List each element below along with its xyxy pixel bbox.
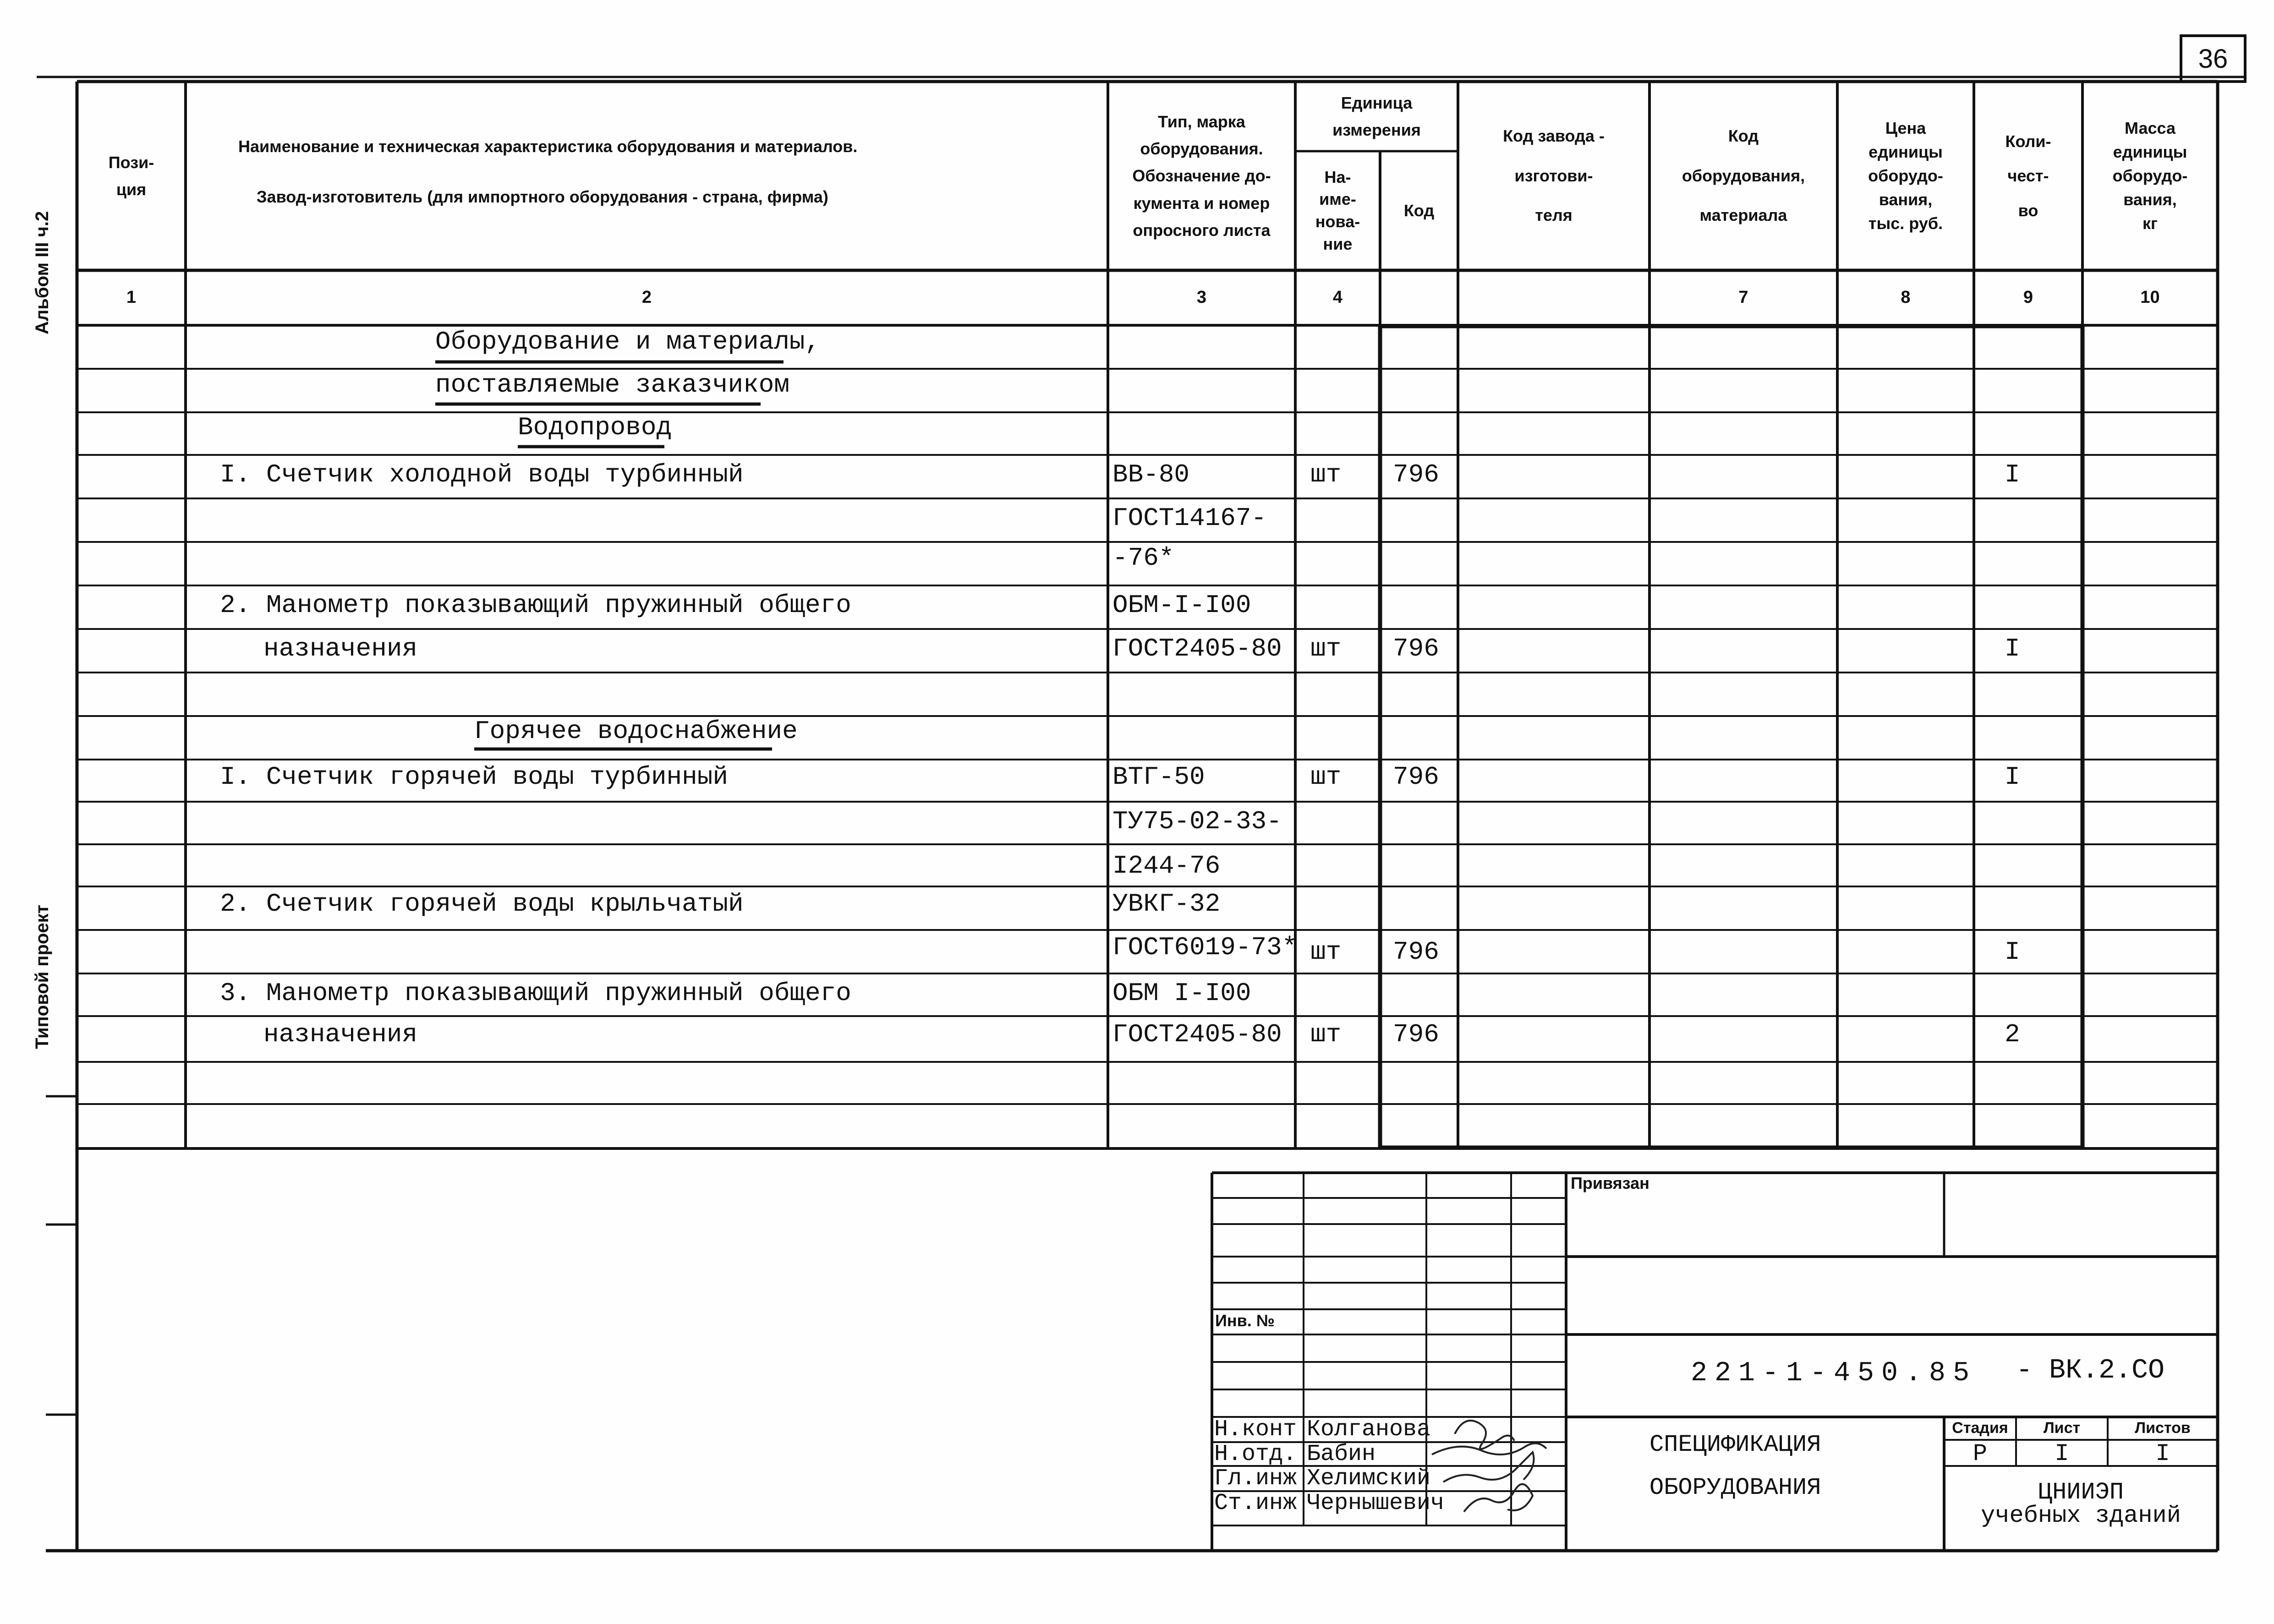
item-quantity: I (2005, 634, 2020, 663)
sheet-value: I (2055, 1440, 2069, 1467)
item-name: назначения (263, 634, 418, 663)
project-label: Типовой проект (32, 904, 52, 1049)
header-mass: Масса единицы оборудо- вания, кг (2112, 118, 2188, 233)
item-quantity: I (2005, 762, 2020, 792)
signature-name: Колганова (1307, 1416, 1431, 1443)
item-quantity: 2 (2005, 1020, 2020, 1049)
signature-role: Гл.инж (1214, 1465, 1297, 1492)
item-unit: шт (1310, 1020, 1342, 1049)
header-unit-code: Код (1403, 201, 1435, 220)
page-number: 36 (2198, 44, 2228, 74)
item-type: ОБМ I-I00 (1112, 979, 1251, 1008)
header-manufacturer-code: Код завода - изготови- теля (1503, 126, 1605, 225)
item-code: 796 (1393, 1020, 1439, 1049)
header-unit-group: Единица измерения (1332, 93, 1421, 139)
item-name: назначения (263, 1020, 418, 1049)
item-code: 796 (1393, 460, 1439, 489)
item-type: ОБМ-I-I00 (1112, 591, 1251, 620)
item-code: 796 (1393, 762, 1439, 792)
item-type: УВКГ-32 (1112, 889, 1221, 919)
column-number: 10 (2140, 288, 2160, 307)
column-number: 1 (126, 288, 137, 307)
signature-role: Н.конт (1214, 1416, 1297, 1443)
sheets-label: Листов (2135, 1419, 2191, 1437)
organization-name: учебных зданий (1981, 1502, 2181, 1529)
item-unit: шт (1310, 762, 1342, 792)
header-quantity: Коли- чест- во (2005, 131, 2051, 220)
item-name: 2. Счетчик горячей воды крыльчатый (220, 889, 744, 919)
column-number: 3 (1196, 288, 1207, 307)
item-type: I244-76 (1112, 851, 1221, 880)
column-number: 2 (641, 288, 652, 307)
item-type: ГОСТ2405-80 (1112, 634, 1282, 663)
section-heading: Горячее водоснабжение (474, 716, 798, 746)
signature-name: Чернышевич (1307, 1490, 1445, 1516)
item-unit: шт (1310, 634, 1342, 663)
signature-name: Бабин (1307, 1441, 1376, 1467)
document-number: 221-1-450.85 (1691, 1358, 1977, 1389)
item-type: ВВ-80 (1112, 460, 1190, 489)
column-number: 4 (1332, 288, 1343, 307)
signature-role: Ст.инж (1214, 1490, 1297, 1516)
organization-name: ЦНИИЭП (2038, 1479, 2124, 1506)
signature-name: Хелимский (1307, 1465, 1431, 1492)
item-name: 2. Манометр показывающий пружинный общего (220, 591, 851, 620)
section-heading: Водопровод (518, 413, 672, 442)
document-title: ОБОРУДОВАНИЯ (1649, 1474, 1821, 1501)
column-number: 8 (1901, 288, 1911, 307)
stage-label: Стадия (1952, 1419, 2008, 1437)
column-number: 7 (1738, 288, 1748, 307)
section-heading: Оборудование и материалы, (435, 327, 821, 356)
header-position: Пози- ция (108, 153, 154, 199)
item-type: ГОСТ6019-73* (1112, 933, 1298, 962)
attached-label: Привязан (1571, 1174, 1649, 1192)
album-label: Альбом III ч.2 (32, 211, 52, 334)
item-quantity: I (2005, 460, 2020, 489)
header-manufacturer: Завод-изготовитель (для импортного оборудования - страна, фирма) (257, 187, 828, 207)
item-unit: шт (1310, 460, 1342, 489)
inventory-label: Инв. № (1215, 1311, 1275, 1330)
item-type: ГОСТ14167- (1112, 503, 1267, 533)
section-heading: поставляемые заказчиком (435, 370, 789, 399)
document-suffix: - ВК.2.СО (2016, 1355, 2165, 1386)
sheets-value: I (2155, 1440, 2170, 1467)
header-price: Цена единицы оборудо- вания, тыс. руб. (1868, 118, 1943, 233)
item-type: ТУ75-02-33- (1112, 807, 1282, 836)
item-code: 796 (1393, 937, 1439, 967)
header-unit-name: На- име- нова- ние (1315, 167, 1360, 253)
item-name: 3. Манометр показывающий пружинный общего (220, 979, 851, 1008)
item-name: I. Счетчик горячей воды турбинный (220, 762, 728, 792)
item-name: I. Счетчик холодной воды турбинный (220, 460, 744, 489)
item-code: 796 (1393, 634, 1439, 663)
sheet-label: Лист (2043, 1419, 2081, 1437)
header-type: Тип, марка оборудования. Обозначение до- кумента и номер опросного листа (1132, 112, 1271, 240)
item-type: ВТГ-50 (1112, 762, 1205, 792)
document-title: СПЕЦИФИКАЦИЯ (1649, 1431, 1821, 1458)
column-number: 9 (2023, 288, 2033, 307)
stage-value: Р (1973, 1440, 1988, 1467)
item-type: -76* (1112, 543, 1174, 573)
item-type: ГОСТ2405-80 (1112, 1020, 1282, 1049)
item-unit: шт (1310, 937, 1342, 967)
header-equipment-code: Код оборудования, материала (1682, 126, 1805, 225)
signature-role: Н.отд. (1214, 1441, 1297, 1467)
header-name: Наименование и техническая характеристика оборудования и материалов. (238, 137, 858, 156)
item-quantity: I (2005, 937, 2020, 967)
